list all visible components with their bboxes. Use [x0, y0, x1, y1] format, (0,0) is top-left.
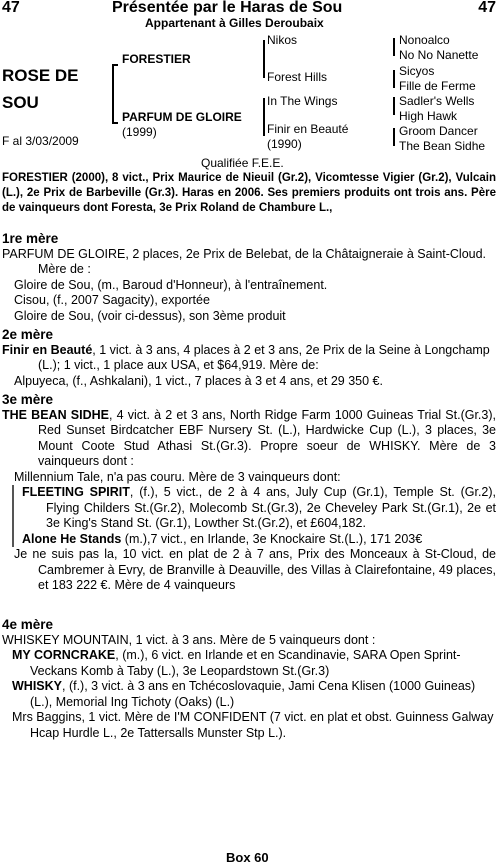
je-ne-suis-pas-la: Je ne suis pas la, 10 vict. en plat de 2 à 7 ans, Prix des Monceaux à St-Cloud, de Cambremer à Evry, de Branville à Deauville, des Villas à Clairefontaine, 49 places, et 183 222 €. Mère de 4 vainqueurs: [14, 547, 496, 592]
section-third-dam: 3e mère: [2, 392, 54, 407]
dds: Groom Dancer: [399, 124, 478, 138]
dam-dam: Finir en Beauté: [267, 122, 349, 136]
sds: Sicyos: [399, 64, 435, 78]
owner-subtitle: Appartenant à Gilles Deroubaix: [145, 16, 324, 30]
alone-he-stands-text: (m.),7 vict., en Irlande, 3e Knockaire St.(L.), 171 203€: [121, 531, 423, 546]
section-second-dam: 2e mère: [2, 327, 54, 342]
mrs-baggins: Mrs Baggins, 1 vict. Mère de I'M CONFIDENT (7 vict. en plat et obst. Guinness Galway Hcap Hurdle L., 2e Tattersalls Munster Stp L.).: [12, 710, 494, 740]
second-dam-text: , 1 vict. à 3 ans, 4 places à 2 et 3 ans, 2e Prix de la Seine à Longchamp (L.); 1 vict., 1 place aux USA, et $64,919. Mère de:: [38, 342, 490, 372]
dam-name: PARFUM DE GLOIRE: [122, 110, 242, 124]
ssd: No No Nanette: [399, 48, 479, 62]
sss: Nonoalco: [399, 33, 450, 47]
third-dam-text: , 4 vict. à 2 et 3 ans, North Ridge Farm 1000 Guineas Trial St.(Gr.3), Red Sunset Birdcatcher EBF Nursery St. (L.), Hardwicke Cup (L.), 3 places, 3e Mount Coote Stud Athasi St.(Gr.3). Propre soeur de WHISKY. Mère de 3 vainqueurs dont :: [38, 407, 496, 468]
section-first-dam: 1re mère: [2, 231, 59, 246]
dam-dam-year: (1990): [267, 137, 302, 151]
alone-he-stands-name: Alone He Stands: [22, 531, 122, 546]
produce-1: Gloire de Sou, (m., Baroud d'Honneur), à l'entraînement.: [14, 277, 328, 292]
second-dam-name: Finir en Beauté: [2, 342, 93, 357]
dam-sire: In The Wings: [267, 94, 338, 108]
second-dam-produce: Alpuyeca, (f., Ashkalani), 1 vict., 7 places à 3 et 4 ans, et 29 350 €.: [14, 373, 383, 388]
dsd: High Hawk: [399, 109, 458, 123]
birth-info: F al 3/03/2009: [2, 134, 79, 148]
sire-name: FORESTIER: [122, 52, 191, 66]
produce-2: Cisou, (f., 2007 Sagacity), exportée: [14, 293, 210, 307]
section-fourth-dam: 4e mère: [2, 617, 54, 632]
box-number: Box 60: [226, 850, 269, 865]
dam-year: (1999): [122, 125, 157, 139]
whisky-name: WHISKY: [12, 679, 62, 693]
fourth-dam-intro: WHISKEY MOUNTAIN, 1 vict. à 3 ans. Mère de 5 vainqueurs dont :: [2, 632, 376, 647]
ddd: The Bean Sidhe: [399, 139, 486, 153]
produce-3: Gloire de Sou, (voir ci-dessus), son 3ème produit: [14, 308, 286, 323]
millennium-tale: Millennium Tale, n'a pas couru. Mère de 3 vainqueurs dont:: [14, 469, 341, 484]
sire-description: FORESTIER (2000), 8 vict., Prix Maurice de Nieuil (Gr.2), Vicomtesse Vigier (Gr.2), Vulcain (L.), 2e Prix de Barbeville (Gr.3). Haras en 2006. Ses premiers produits ont trois ans. Père de vainqueurs dont Foresta, 3e Prix Roland de Chambure L.,: [2, 172, 496, 214]
sire-sire: Nikos: [267, 33, 298, 47]
qualified-label: Qualifiée F.E.E.: [201, 156, 284, 170]
fleeting-spirit-name: FLEETING SPIRIT: [22, 485, 130, 499]
lot-number-right: 47: [478, 0, 496, 16]
whisky-text: , (f.), 3 vict. à 3 ans en Tchécoslovaquie, Jami Cena Klisen (1000 Guineas) (L.), Memorial Ing Tichoty (Oaks) (L.): [30, 679, 476, 709]
my-corncrake-text: , (m.), 6 vict. en Irlande et en Scandinavie, SARA Open Sprint-Veckans Komb à Taby (L.), 3e Leopardstown St.(Gr.3): [30, 648, 461, 678]
dss: Sadler's Wells: [399, 94, 475, 108]
sdd: Fille de Ferme: [399, 79, 476, 93]
first-dam-intro: PARFUM DE GLOIRE, 2 places, 2e Prix de Belebat, de la Châtaigneraie à Saint-Cloud. Mère de :: [2, 246, 487, 276]
fleeting-spirit-text: , (f.), 5 vict., de 2 à 4 ans, July Cup (Gr.1), Temple St. (Gr.2), Flying Childers St.(Gr.2), Molecomb St.(Gr.3), 2e Cheveley Park St.(Gr.1), 2e et 3e King's Stand St. (Gr.1), Lowther St.(Gr.2), et £604,182.: [46, 485, 496, 530]
lot-number-left: 47: [2, 0, 20, 16]
page-title: Présentée par le Haras de Sou: [112, 0, 343, 16]
sire-dam: Forest Hills: [267, 70, 328, 84]
horse-name-line1: ROSE DE: [2, 66, 79, 85]
third-dam-name: THE BEAN SIDHE: [2, 407, 109, 422]
horse-name-line2: SOU: [2, 93, 39, 112]
my-corncrake-name: MY CORNCRAKE: [12, 648, 116, 662]
